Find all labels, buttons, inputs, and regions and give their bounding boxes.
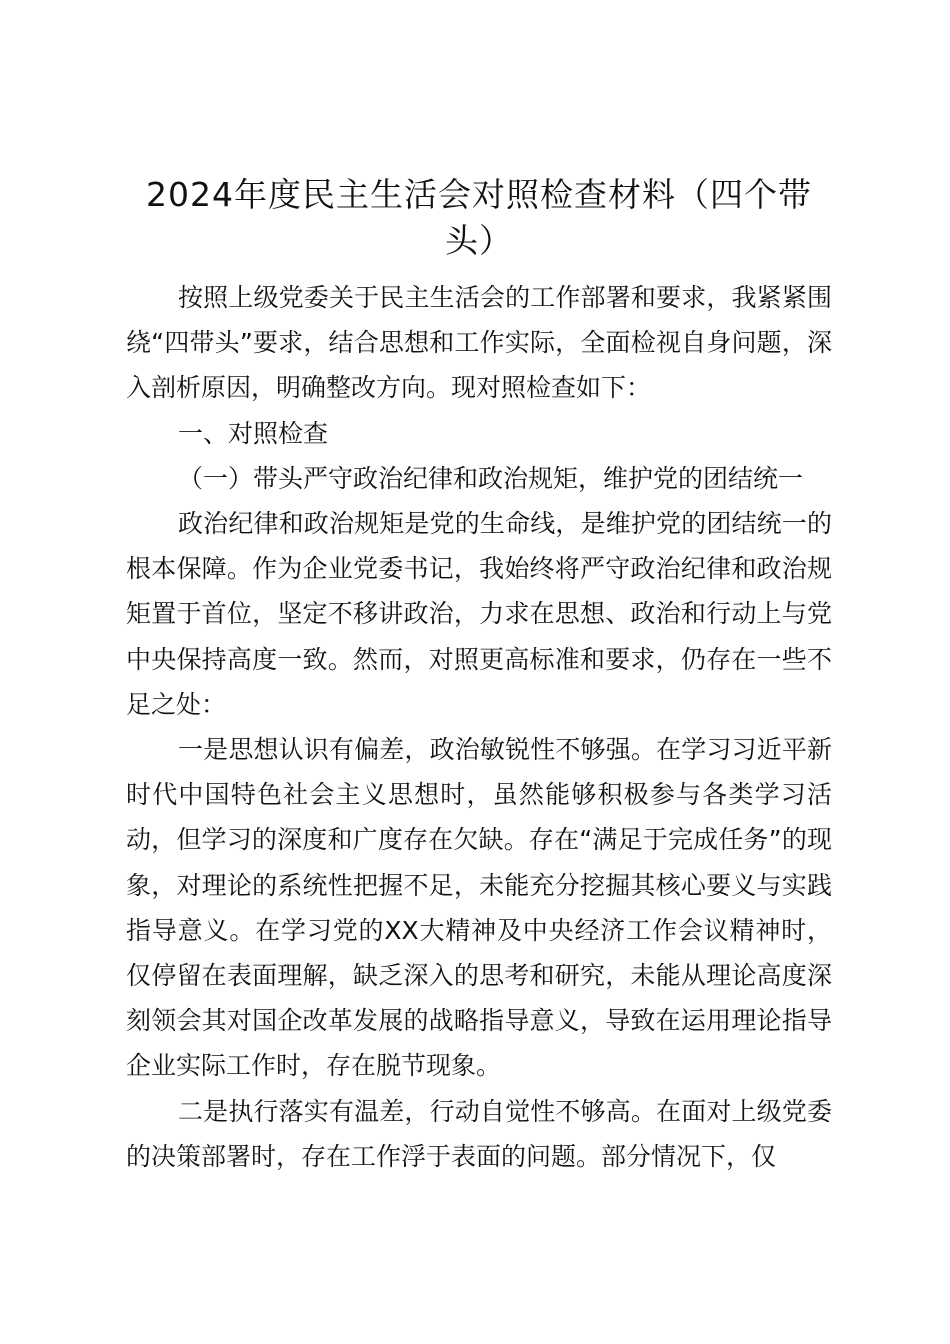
body-paragraph: 一是思想认识有偏差，政治敏锐性不够强。在学习习近平新时代中国特色社会主义思想时，虽然能够积极参与各类学习活动，但学习的深度和广度存在欠缺。存在“满足于完成任务”的现象，对理论的系统性把握不足，未能充分挖掘其核心要义与实践指导意义。在学习党的XX大精神及中央经济工作会议精神时，仅停留在表面理解，缺乏深入的思考和研究，未能从理论高度深刻领会其对国企改革发展的战略指导意义，导致在运用理论指导企业实际工作时，存在脱节现象。 [126,735,832,1081]
section-heading: 一、对照检查 [178,418,329,448]
document-title: 2024年度民主生活会对照检查材料（四个带头） [146,175,812,260]
subsection-heading: （一）带头严守政治纪律和政治规矩，维护党的团结统一 [178,463,804,493]
intro-paragraph: 按照上级党委关于民主生活会的工作部署和要求，我紧紧围绕“四带头”要求，结合思想和工作实际，全面检视自身问题，深入剖析原因，明确整改方向。现对照检查如下： [126,283,832,403]
document-body [126,275,832,1179]
body-paragraph: 政治纪律和政治规矩是党的生命线，是维护党的团结统一的根本保障。作为企业党委书记，我始终将严守政治纪律和政治规矩置于首位，坚定不移讲政治，力求在思想、政治和行动上与党中央保持高度一致。然而，对照更高标准和要求，仍存在一些不足之处： [126,509,832,719]
body-paragraph: 二是执行落实有温差，行动自觉性不够高。在面对上级党委的决策部署时，存在工作浮于表面的问题。部分情况下，仅 [126,1096,832,1171]
